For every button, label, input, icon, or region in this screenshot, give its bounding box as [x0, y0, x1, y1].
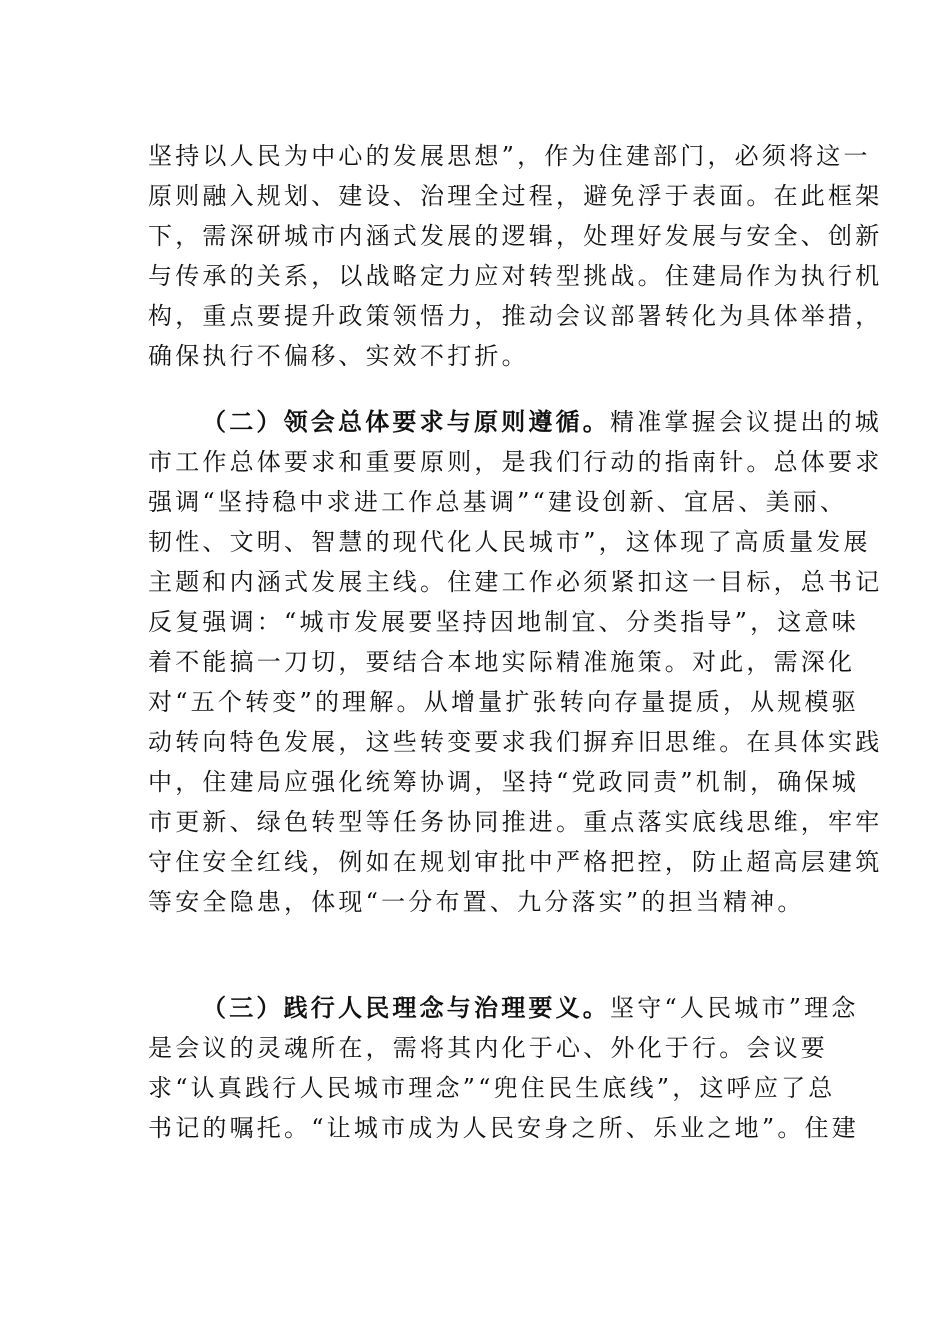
text-line: 书记的嘱托。“让城市成为人民安身之所、乐业之地”。住建: [148, 1114, 859, 1142]
paragraph-3: [148, 988, 859, 1148]
text-line: 与传承的关系，以战略定力应对转型挑战。住建局作为执行机: [148, 262, 883, 290]
text-span: 精准掌握会议提出的城: [610, 408, 882, 436]
text-line: 市工作总体要求和重要原则，是我们行动的指南针。总体要求: [148, 448, 883, 476]
text-line: 确保执行不偏移、实效不打折。: [148, 342, 529, 370]
paragraph-1: [148, 136, 883, 376]
paragraph-first-line: [148, 988, 859, 1028]
paragraph-first-line: [148, 402, 882, 442]
section-heading: （三）践行人民理念与治理要义。: [202, 993, 610, 1022]
text-line: 反复强调：“城市发展要坚持因地制宜、分类指导”，这意味: [148, 608, 859, 636]
text-line: 韧性、文明、智慧的现代化人民城市”，这体现了高质量发展: [148, 528, 871, 556]
section-heading: （二）领会总体要求与原则遵循。: [202, 407, 610, 436]
text-line: 中，住建局应强化统筹协调，坚持“党政同责”机制，确保城: [148, 768, 859, 796]
text-span: 坚守“人民城市”理念: [610, 994, 859, 1022]
text-line: 坚持以人民为中心的发展思想”，作为住建部门，必须将这一: [148, 142, 871, 170]
text-line: 构，重点要提升政策领悟力，推动会议部署转化为具体举措，: [148, 302, 883, 330]
text-line: 主题和内涵式发展主线。住建工作必须紧扣这一目标，总书记: [148, 568, 883, 596]
text-line: 强调“坚持稳中求进工作总基调”“建设创新、宜居、美丽、: [148, 488, 848, 516]
text-line: 守住安全红线，例如在规划审批中严格把控，防止超高层建筑: [148, 848, 883, 876]
text-line: 求“认真践行人民城市理念”“兜住民生底线”，这呼应了总: [148, 1074, 836, 1102]
paragraph-2: [148, 402, 883, 922]
text-line: 原则融入规划、建设、治理全过程，避免浮于表面。在此框架: [148, 182, 883, 210]
text-line: 等安全隐患，体现“一分布置、九分落实”的担当精神。: [148, 888, 805, 916]
text-line: 对“五个转变”的理解。从增量扩张转向存量提质，从规模驱: [148, 688, 859, 716]
text-line: 下，需深研城市内涵式发展的逻辑，处理好发展与安全、创新: [148, 222, 883, 250]
text-line: 市更新、绿色转型等任务协同推进。重点落实底线思维，牢牢: [148, 808, 883, 836]
text-line: 是会议的灵魂所在，需将其内化于心、外化于行。会议要: [148, 1034, 828, 1062]
text-line: 动转向特色发展，这些转变要求我们摒弃旧思维。在具体实践: [148, 728, 883, 756]
text-line: 着不能搞一刀切，要结合本地实际精准施策。对此，需深化: [148, 648, 856, 676]
